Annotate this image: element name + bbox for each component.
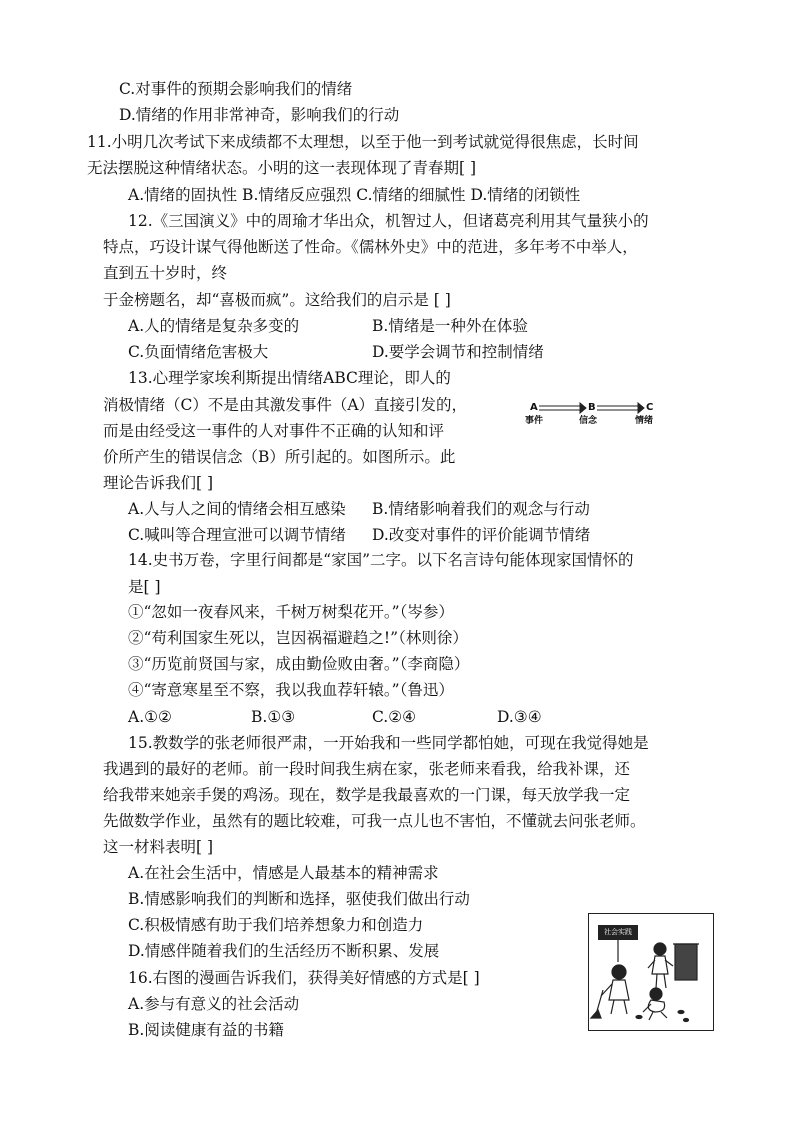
q11-stem-line1: 11.小明几次考试下来成绩都不太理想，以至于他一到考试就觉得很焦虑，长时间 <box>87 133 639 151</box>
q14-stem-line1: 14.史书万卷，字里行间都是“家国”二字。以下名言诗句能体现家国情怀的 <box>128 551 634 569</box>
q13-option-c: C.喊叫等合理宣泄可以调节情绪 <box>128 526 346 544</box>
q12-stem-line1: 12.《三国演义》中的周瑜才华出众，机智过人，但诸葛亮利用其气量狭小的 <box>128 212 649 230</box>
q15-stem-line5: 这一材料表明[ ] <box>103 838 214 856</box>
q13-stem-line2: 消极情绪（C）不是由其激发事件（A）直接引发的， <box>103 396 468 414</box>
children-cleaning-icon <box>589 914 712 1029</box>
diagram-label-event: 事件 <box>525 416 544 426</box>
q12-stem-line4: 于金榜题名，却“喜极而疯”。这给我们的启示是 [ ] <box>103 291 451 309</box>
diagram-node-b: B <box>588 402 596 413</box>
q16-stem: 16.右图的漫画告诉我们，获得美好情感的方式是[ ] <box>128 969 480 987</box>
q14-option-b: B.①③ <box>251 708 296 726</box>
q13-option-d: D.改变对事件的评价能调节情绪 <box>372 526 591 544</box>
q12-option-d: D.要学会调节和控制情绪 <box>372 343 544 361</box>
q14-option-d: D.③④ <box>497 708 542 726</box>
q14-stem-line2: 是[ ] <box>128 578 161 596</box>
q13-option-a: A.人与人之间的情绪会相互感染 <box>128 500 346 518</box>
q16-option-a: A.参与有意义的社会活动 <box>128 995 300 1013</box>
diagram-node-a: A <box>530 402 538 413</box>
q14-item-1: ①“忽如一夜春风来，千树万树梨花开。”（岑参） <box>128 603 454 621</box>
arrow-ab-icon <box>539 403 586 413</box>
q12-option-a: A.人的情绪是复杂多变的 <box>128 317 300 335</box>
q13-stem-line3: 而是由经受这一事件的人对事件不正确的认知和评 <box>103 422 445 440</box>
q12-option-c: C.负面情绪危害极大 <box>128 343 269 361</box>
q13-stem-line4: 价所产生的错误信念（B）所引起的。如图所示。此 <box>103 448 456 466</box>
diagram-node-c: C <box>646 402 654 413</box>
q15-option-c: C.积极情感有助于我们培养想象力和创造力 <box>128 916 424 934</box>
q14-option-c: C.②④ <box>372 708 417 726</box>
q15-stem-line4: 先做数学作业，虽然有的题比较难，可我一点儿也不害怕，不懂就去问张老师。 <box>103 812 646 830</box>
social-practice-cartoon <box>588 913 714 1031</box>
diagram-label-belief: 信念 <box>579 416 598 426</box>
arrow-bc-icon <box>597 403 644 413</box>
q13-option-b: B.情绪影响着我们的观念与行动 <box>372 500 590 518</box>
q14-item-3: ③“历览前贤国与家，成由勤俭败由奢。”（李商隐） <box>128 655 470 673</box>
q10-option-d: D.情绪的作用非常神奇，影响我们的行动 <box>119 106 400 124</box>
diagram-arrows <box>528 402 668 416</box>
cartoon-sign: 社会实践 <box>598 925 638 940</box>
q15-stem-line2: 我遇到的最好的老师。前一段时间我生病在家，张老师来看我，给我补课，还 <box>103 760 631 778</box>
q15-option-d: D.情感伴随着我们的生活经历不断积累、发展 <box>128 942 440 960</box>
q13-stem-line1: 13.心理学家埃利斯提出情绪ABC理论，即人的 <box>128 369 451 387</box>
q15-option-a: A.在社会生活中，情感是人最基本的精神需求 <box>128 864 439 882</box>
q15-option-b: B.情感影响我们的判断和选择，驱使我们做出行动 <box>128 890 470 908</box>
q15-stem-line3: 给我带来她亲手煲的鸡汤。现在，数学是我最喜欢的一门课，每天放学我一定 <box>103 786 631 804</box>
q12-stem-line2: 特点，巧设计谋气得他断送了性命。《儒林外史》中的范进，多年考不中举人， <box>103 238 638 256</box>
q12-stem-line3: 直到五十岁时，终 <box>103 264 228 282</box>
q11-stem-line2: 无法摆脱这种情绪状态。小明的这一表现体现了青春期[ ] <box>87 159 477 177</box>
q14-option-a: A.①② <box>128 708 172 726</box>
q11-options: A.情绪的固执性 B.情绪反应强烈 C.情绪的细腻性 D.情绪的闭锁性 <box>128 186 581 204</box>
q16-option-b: B.阅读健康有益的书籍 <box>128 1021 284 1039</box>
q12-option-b: B.情绪是一种外在体验 <box>372 317 528 335</box>
abc-theory-diagram <box>525 402 668 432</box>
q14-item-2: ②“苟利国家生死以，岂因祸福避趋之!”（林则徐） <box>128 629 468 647</box>
diagram-label-emotion: 情绪 <box>635 416 654 426</box>
q13-stem-line5: 理论告诉我们[ ] <box>103 474 214 492</box>
q14-item-4: ④“寄意寒星至不察，我以我血荐轩辕。”（鲁迅） <box>128 681 454 699</box>
q10-option-c: C.对事件的预期会影响我们的情绪 <box>119 80 353 98</box>
q15-stem-line1: 15.教数学的张老师很严肃，一开始我和一些同学都怕她，可现在我觉得她是 <box>128 734 649 752</box>
